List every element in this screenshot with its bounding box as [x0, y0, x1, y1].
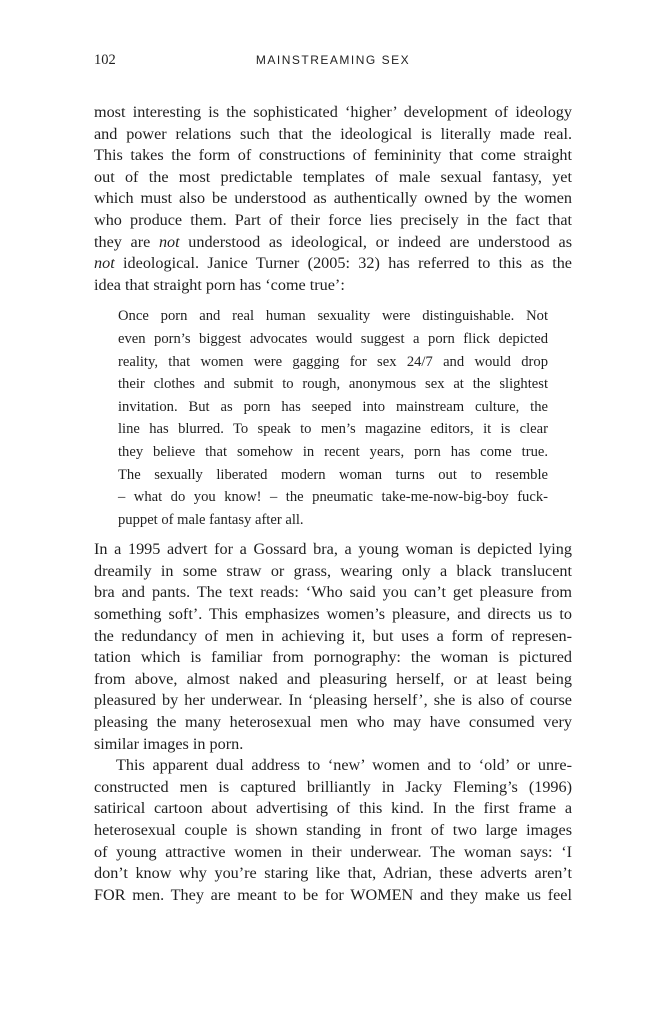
text-line: most interesting is the sophisticated ‘higher’ development of ideology — [94, 103, 572, 121]
page-number: 102 — [94, 52, 116, 68]
text-line: FOR men. They are meant to be for WOMEN and they make us feel — [94, 885, 572, 904]
quote-line: invitation. But as porn has seeped into mainstream culture, the — [118, 398, 548, 415]
text-line: something soft’. This emphasizes women’s pleasure, and directs us to — [94, 605, 572, 624]
quote-line: The sexually liberated modern woman turns out to resemble — [118, 466, 548, 483]
text-line: similar images in porn. — [94, 734, 244, 753]
text-line: they are not understood as ideological, or indeed are understood as — [94, 232, 572, 251]
emphasis: not — [158, 232, 180, 251]
text-line: constructed men is captured brilliantly in Jacky Fleming’s (1996) — [94, 777, 572, 796]
text-line: from above, almost naked and pleasuring herself, or at least being — [94, 669, 572, 688]
emphasis: not — [94, 254, 115, 273]
quote-line: – what do you know! – the pneumatic take-me-now-big-boy fuck- — [118, 489, 548, 506]
quote-line: puppet of male fantasy after all. — [118, 511, 304, 528]
text-line: pleasing the many heterosexual men who may have consumed very — [94, 713, 572, 732]
text-line: pleasured by her underwear. In ‘pleasing herself’, she is also of course — [94, 691, 572, 710]
quote-line: reality, that women were gagging for sex 24/7 and would drop — [118, 353, 548, 370]
text-line: and power relations such that the ideological is literally made real. — [94, 124, 572, 143]
text-line: In a 1995 advert for a Gossard bra, a young woman is depicted lying — [94, 540, 572, 559]
text-line: out of the most predictable templates of male sexual fantasy, yet — [94, 167, 572, 186]
text-line: This apparent dual address to ‘new’ women and to ‘old’ or unre- — [116, 756, 572, 775]
text-line: don’t know why you’re staring like that, Adrian, these adverts aren’t — [94, 864, 572, 883]
page-header — [94, 52, 572, 74]
text-line: the redundancy of men in achieving it, but uses a form of represen- — [94, 626, 572, 645]
quote-line: Once porn and real human sexuality were distinguishable. Not — [118, 308, 548, 325]
text-line: of young attractive women in their underwear. The woman says: ‘I — [94, 842, 572, 861]
quote-line: line has blurred. To speak to men’s magazine editors, it is clear — [118, 421, 548, 438]
running-head: MAINSTREAMING SEX — [255, 53, 411, 67]
text-line: tation which is familiar from pornography: the woman is pictured — [94, 648, 572, 667]
quote-line: their clothes and submit to rough, anonymous sex at the slightest — [118, 376, 548, 393]
text-line: idea that straight porn has ‘come true’: — [94, 275, 345, 294]
text-line: not ideological. Janice Turner (2005: 32) has referred to this as the — [94, 254, 572, 273]
text-line: This takes the form of constructions of femininity that come straight — [94, 146, 572, 165]
text-line: heterosexual couple is shown standing in front of two large images — [94, 821, 572, 839]
text-line: satirical cartoon about advertising of this kind. In the first frame a — [94, 799, 572, 818]
body-text — [94, 102, 572, 906]
text-line: bra and pants. The text reads: ‘Who said you can’t get pleasure from — [94, 583, 572, 602]
text-line: dreamily in some straw or grass, wearing only a black translucent — [94, 561, 572, 580]
block-quote — [118, 305, 548, 531]
text-line: which must also be understood as authentically owned by the women — [94, 189, 572, 208]
paragraph-2 — [94, 539, 572, 755]
text-line: who produce them. Part of their force lies precisely in the fact that — [94, 210, 572, 229]
paragraph-3 — [94, 755, 572, 906]
quote-line: they believe that somehow in recent years, porn has come true. — [118, 443, 548, 460]
quote-line: even porn’s biggest advocates would suggest a porn flick depicted — [118, 330, 548, 347]
paragraph-1 — [94, 102, 572, 296]
